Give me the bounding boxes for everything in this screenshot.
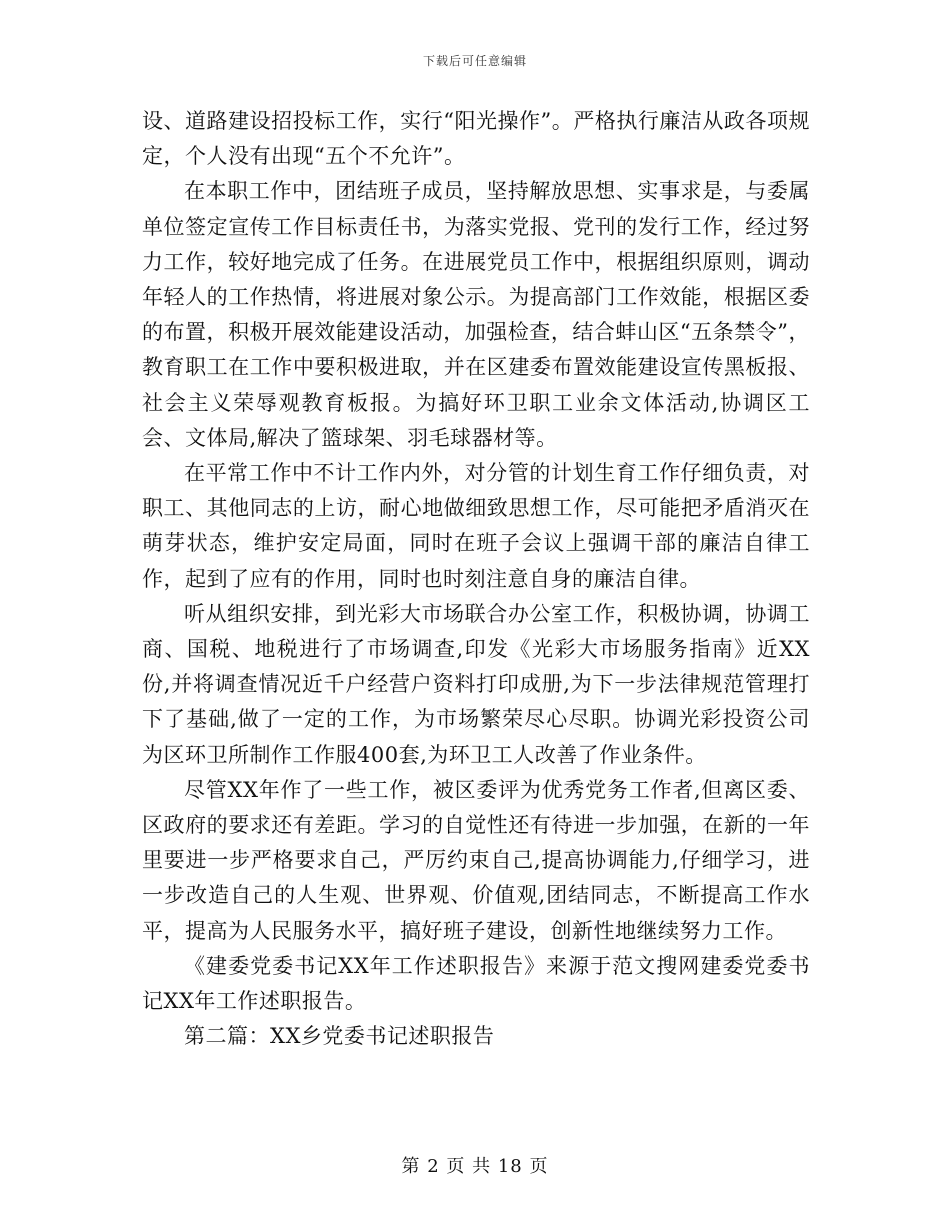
page-header-note: 下载后可任意编辑	[422, 54, 527, 68]
document-body	[142, 104, 810, 1054]
paragraph-5: 尽管XX年作了一些工作，被区委评为优秀党务工作者,但离区委、区政府的要求还有差距。学习的自觉性还有待进一步加强，在新的一年里要进一步严格要求自己，严厉约束自己,提高协调能力,仔细学习，进一步改造自己的人生观、世界观、价值观,团结同志，不断提高工作水平，提高为人民服务水平，搞好班子建设，创新性地继续努力工作。	[142, 777, 810, 943]
paragraph-1: 设、道路建设招投标工作，实行“阳光操作”。严格执行廉洁从政各项规定，个人没有出现“五个不允许”。	[142, 109, 810, 169]
paragraph-4: 听从组织安排，到光彩大市场联合办公室工作，积极协调，协调工商、国税、地税进行了市场调查,印发《光彩大市场服务指南》近XX份,并将调查情况近千户经营户资料打印成册,为下一步法律规范管理打下了基础,做了一定的工作，为市场繁荣尽心尽职。协调光彩投资公司为区环卫所制作工作服400套,为环卫工人改善了作业条件。	[142, 601, 810, 767]
paragraph-2: 在本职工作中，团结班子成员，坚持解放思想、实事求是，与委属单位签定宣传工作目标责任书，为落实党报、党刊的发行工作，经过努力工作，较好地完成了任务。在进展党员工作中，根据组织原则，调动年轻人的工作热情，将进展对象公示。为提高部门工作效能，根据区委的布置，积极开展效能建设活动，加强检查，结合蚌山区“五条禁令”，教育职工在工作中要积极进取，并在区建委布置效能建设宣传黑板报、社会主义荣辱观教育板报。为搞好环卫职工业余文体活动,协调区工会、文体局,解决了篮球架、羽毛球器材等。	[142, 179, 810, 450]
page-number-footer: 第 2 页 共 18 页	[401, 1156, 549, 1177]
section-heading: 第二篇：XX乡党委书记述职报告	[184, 1024, 495, 1049]
paragraph-3: 在平常工作中不计工作内外，对分管的计划生育工作仔细负责，对职工、其他同志的上访，耐心地做细致思想工作，尽可能把矛盾消灭在萌芽状态，维护安定局面，同时在班子会议上强调干部的廉洁自律工作，起到了应有的作用，同时也时刻注意自身的廉洁自律。	[142, 461, 810, 591]
paragraph-6: 《建委党委书记XX年工作述职报告》来源于范文搜网建委党委书记XX年工作述职报告。	[142, 953, 810, 1014]
